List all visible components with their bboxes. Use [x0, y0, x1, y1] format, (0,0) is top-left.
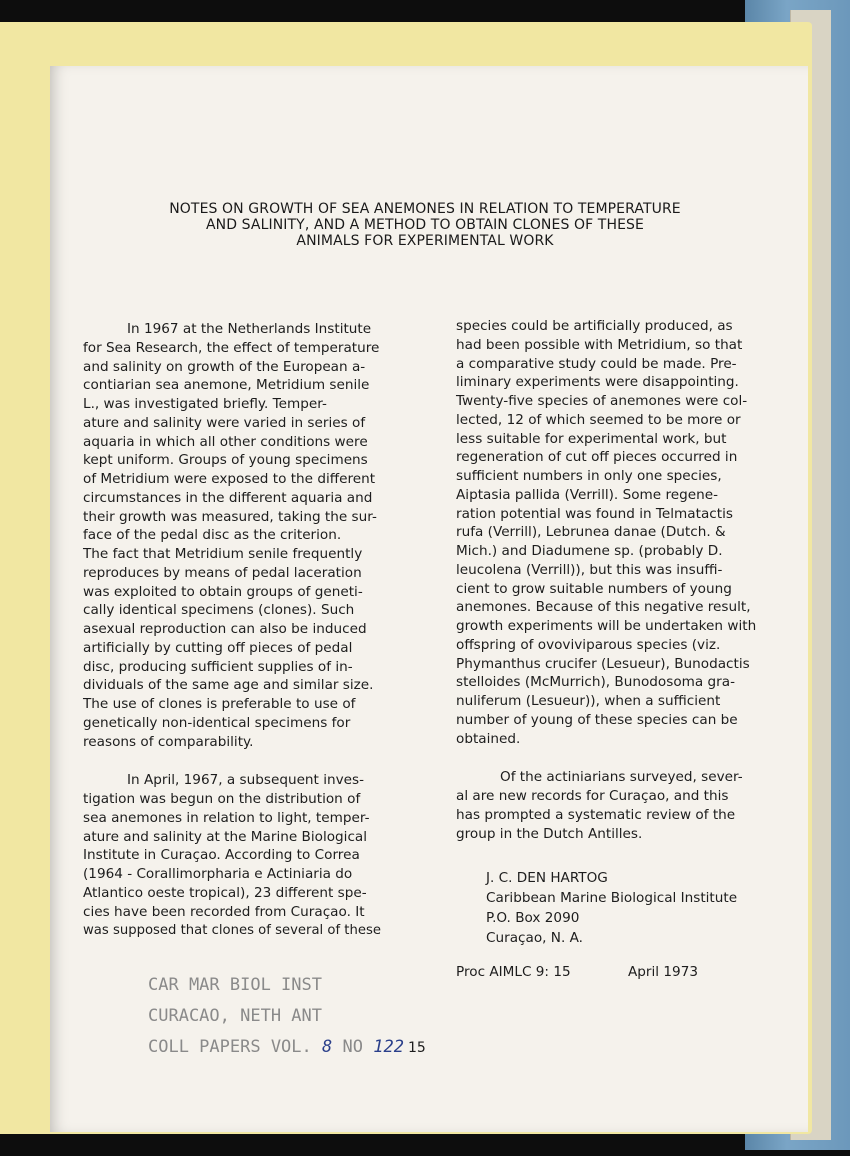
text-line: In April, 1967, a subsequent inves- — [127, 772, 364, 789]
text-line: Mich.) and Diadumene sp. (probably D. — [456, 543, 723, 559]
text-line: rufa (Verrill), Lebrunea danae (Dutch. & — [456, 524, 726, 541]
text-line — [456, 748, 756, 768]
journal-citation: Proc AIMLC 9: 15 — [456, 964, 571, 980]
stamp-no-label: NO — [342, 1037, 363, 1057]
text-line: for Sea Research, the effect of temperature — [83, 339, 380, 356]
text-line: ration potential was found in Telmatactis — [456, 505, 733, 522]
text-line: ature and salinity were varied in series of — [83, 414, 366, 431]
text-line: cient to grow suitable numbers of young — [456, 580, 732, 597]
text-line: cies have been recorded from Curaçao. It — [83, 903, 365, 920]
text-line: L., was investigated briefly. Temper- — [83, 396, 327, 412]
text-line: reproduces by means of pedal laceration — [83, 564, 362, 581]
handwritten-volume: 8 — [322, 1037, 333, 1057]
title-line: ANIMALS FOR EXPERIMENTAL WORK — [296, 233, 554, 249]
text-line: (1964 - Corallimorpharia e Actiniaria do — [83, 866, 353, 882]
author-location: Curaçao, N. A. — [486, 930, 583, 946]
text-line: Aiptasia pallida (Verrill). Some regene- — [456, 486, 718, 503]
article-title — [120, 201, 730, 249]
text-line: kept uniform. Groups of young specimens — [83, 452, 368, 469]
text-line: regeneration of cut off pieces occurred in — [456, 449, 738, 466]
text-line: has prompted a systematic review of the — [456, 806, 736, 823]
text-line: less suitable for experimental work, but — [456, 430, 727, 447]
text-line: disc, producing sufficient supplies of in- — [83, 658, 353, 675]
text-line — [83, 751, 381, 771]
text-line: lected, 12 of which seemed to be more or — [456, 411, 741, 428]
text-line: genetically non-identical specimens for — [83, 714, 351, 731]
text-line: was supposed that clones of several of these — [83, 922, 381, 939]
text-line: was exploited to obtain groups of geneti- — [83, 583, 363, 600]
text-line: artificially by cutting off pieces of pedal — [83, 639, 353, 656]
text-line: Of the actiniarians surveyed, sever- — [500, 769, 743, 786]
text-line: asexual reproduction can also be induced — [83, 621, 367, 637]
text-line: had been possible with Metridium, so that — [456, 336, 743, 353]
text-line: face of the pedal disc as the criterion. — [83, 527, 342, 544]
text-line: their growth was measured, taking the sur- — [83, 508, 377, 525]
text-line: obtained. — [456, 730, 521, 747]
text-line: contiarian sea anemone, Metridium senile — [83, 377, 370, 394]
text-line: Twenty-five species of anemones were col- — [456, 393, 748, 409]
text-line: growth experiments will be undertaken with — [456, 618, 757, 634]
author-institute: Caribbean Marine Biological Institute — [486, 890, 738, 906]
text-line: ature and salinity at the Marine Biological — [83, 828, 368, 845]
text-line: number of young of these species can be — [456, 711, 738, 728]
text-line: leucolena (Verrill)), but this was insuffi- — [456, 561, 723, 578]
text-line: dividuals of the same age and similar size. — [83, 677, 374, 694]
text-line: of Metridium were exposed to the different — [83, 471, 376, 487]
text-line: offspring of ovoviviparous species (viz. — [456, 636, 721, 653]
text-line: reasons of comparability. — [83, 733, 254, 750]
stamp-line-2: CURACAO, NETH ANT — [148, 1006, 322, 1026]
text-line: stelloides (McMurrich), Bunodosoma gra- — [456, 674, 735, 691]
publication-date: April 1973 — [628, 964, 698, 980]
text-line: al are new records for Curaçao, and this — [456, 788, 729, 804]
text-line: aquaria in which all other conditions were — [83, 433, 368, 450]
text-line: Atlantico oeste tropical), 23 different spe- — [83, 884, 367, 901]
text-line: cally identical specimens (clones). Such — [83, 602, 355, 619]
library-stamp — [148, 970, 404, 1063]
text-line: liminary experiments were disappointing. — [456, 374, 739, 391]
text-line: Institute in Curaçao. According to Correa — [83, 847, 360, 864]
text-line: nuliferum (Lesueur)), when a sufficient — [456, 693, 721, 709]
text-line: Phymanthus crucifer (Lesueur), Bunodactis — [456, 655, 750, 672]
author-box: P.O. Box 2090 — [486, 910, 580, 926]
text-line: anemones. Because of this negative result, — [456, 599, 751, 616]
text-line: group in the Dutch Antilles. — [456, 825, 643, 842]
page-number: 15 — [408, 1040, 426, 1056]
text-line: tigation was begun on the distribution of — [83, 791, 361, 807]
title-line: AND SALINITY, AND A METHOD TO OBTAIN CLONES OF THESE — [206, 217, 644, 233]
right-text-column — [456, 317, 756, 843]
text-line: In 1967 at the Netherlands Institute — [127, 321, 372, 337]
text-line: species could be artificially produced, as — [456, 318, 733, 334]
title-line: NOTES ON GROWTH OF SEA ANEMONES IN RELATION TO TEMPERATURE — [169, 201, 681, 217]
author-name: J. C. DEN HARTOG — [486, 870, 608, 886]
author-signature — [486, 868, 737, 948]
text-line: sufficient numbers in only one species, — [456, 468, 722, 484]
left-text-column — [83, 320, 381, 940]
stamp-line-1: CAR MAR BIOL INST — [148, 975, 322, 995]
stamp-vol-label: COLL PAPERS VOL. — [148, 1037, 312, 1057]
stamp-line-3 — [148, 1032, 404, 1063]
text-line: a comparative study could be made. Pre- — [456, 355, 737, 372]
text-line: and salinity on growth of the European a- — [83, 358, 366, 375]
text-line: The fact that Metridium senile frequently — [83, 546, 363, 562]
text-line: sea anemones in relation to light, temper- — [83, 809, 370, 826]
text-line: The use of clones is preferable to use of — [83, 696, 356, 712]
handwritten-number: 122 — [373, 1037, 404, 1057]
text-line: circumstances in the different aquaria and — [83, 489, 373, 506]
